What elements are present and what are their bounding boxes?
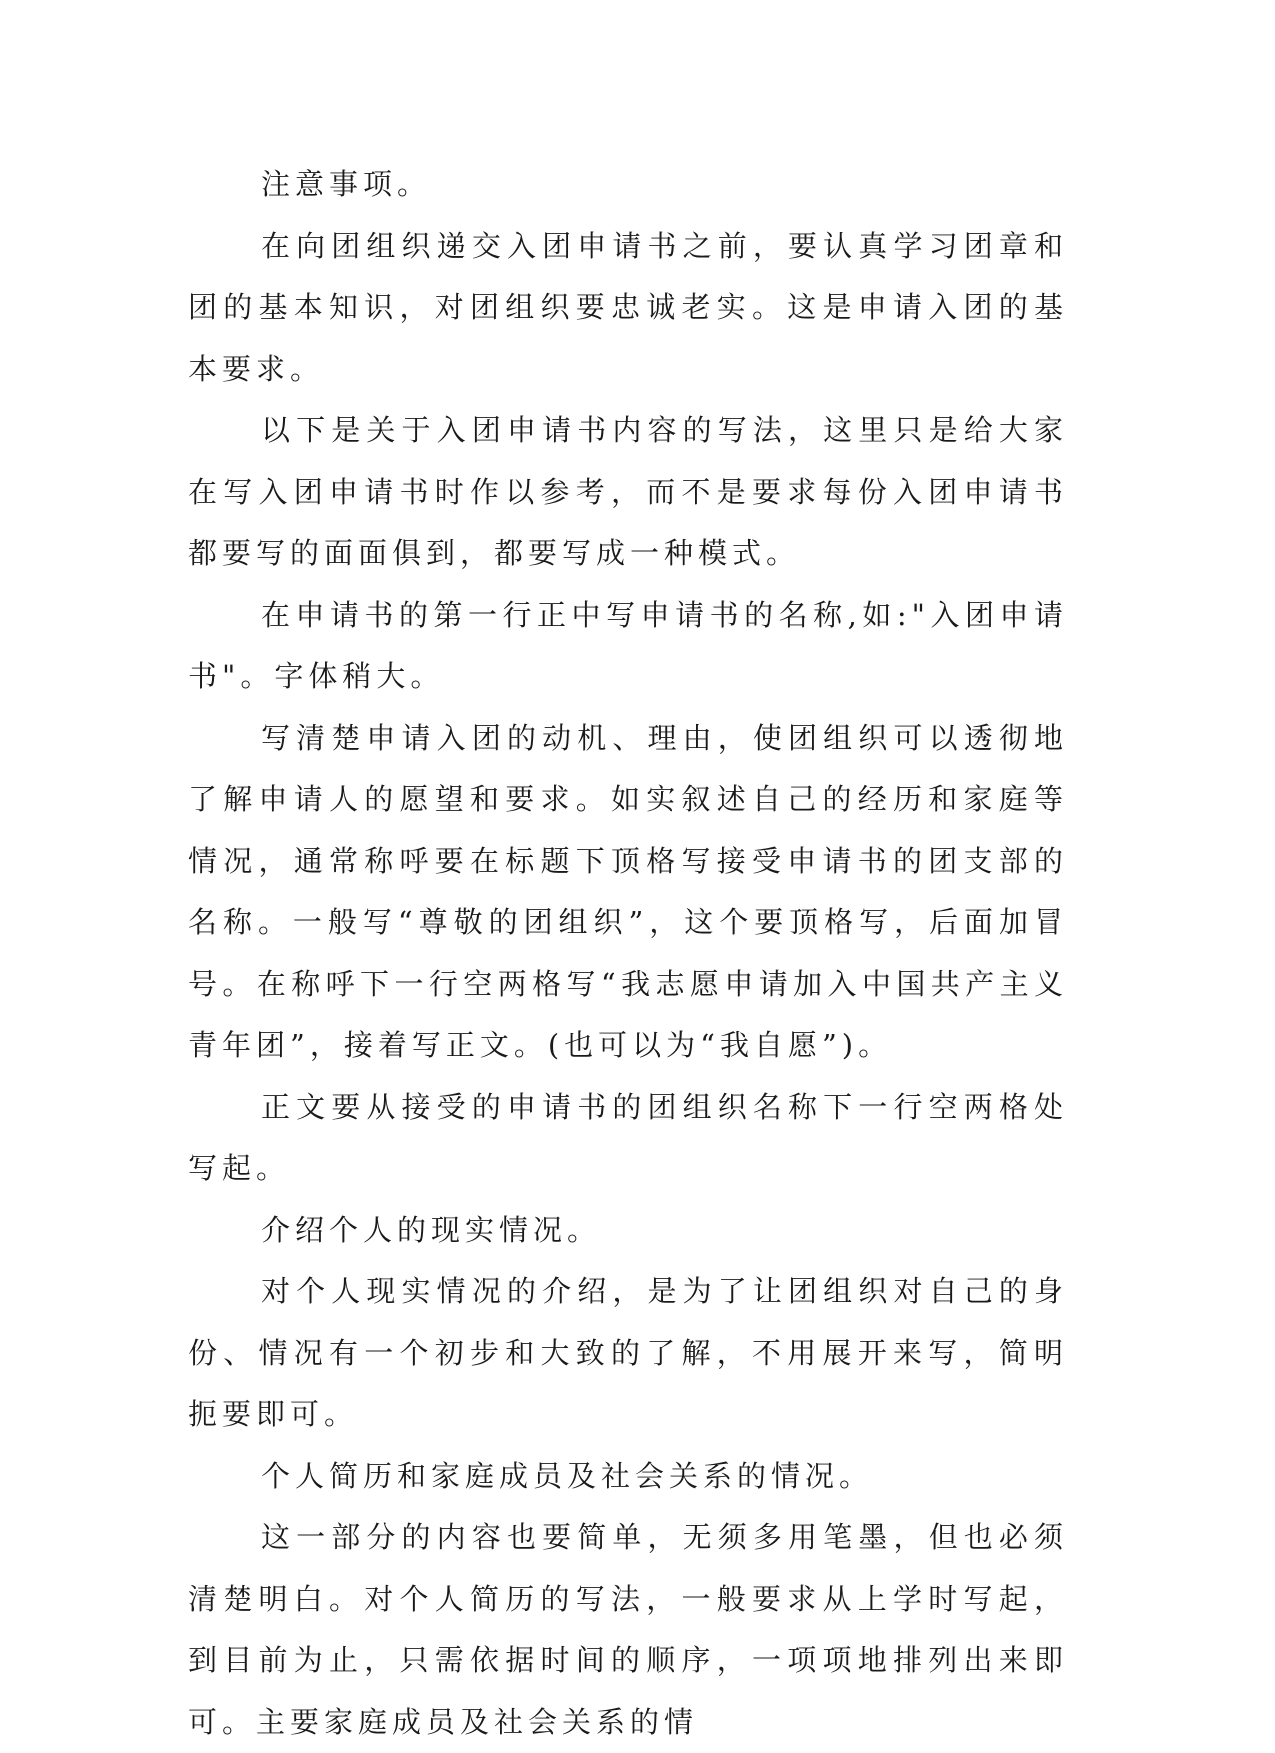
paragraph-writing-guide: 以下是关于入团申请书内容的写法，这里只是给大家在写入团申请书时作以参考，而不是要求每份入团申请书都要写的面面俱到，都要写成一种模式。 xyxy=(188,413,1068,570)
paragraph-personal-situation-heading: 介绍个人的现实情况。 xyxy=(261,1212,602,1247)
paragraph-notes-heading: 注意事项。 xyxy=(261,167,432,201)
paragraph-body-start: 正文要从接受的申请书的团组织名称下一行空两格处写起。 xyxy=(188,1089,1068,1185)
paragraph-personal-situation: 对个人现实情况的介绍，是为了让团组织对自己的身份、情况有一个初步和大致的了解，不用展开来写，简明扼要即可。 xyxy=(188,1274,1068,1431)
paragraph-resume-details: 这一部分的内容也要简单，无须多用笔墨，但也必须清楚明白。对个人简历的写法，一般要求从上学时写起，到目前为止，只需依据时间的顺序，一项项地排列出来即可。主要家庭成员及社会关系的情 xyxy=(188,1520,1068,1739)
paragraph-motivation-and-salutation: 写清楚申请入团的动机、理由，使团组织可以透彻地了解申请人的愿望和要求。如实叙述自己的经历和家庭等情况，通常称呼要在标题下顶格写接受申请书的团支部的名称。一般写“尊敬的团组织”，这个要顶格写，后面加冒号。在称呼下一行空两格写“我志愿申请加入中国共产主义青年团”，接着写正文。(也可以为“我自愿”)。 xyxy=(188,720,1068,1062)
paragraph-before-submitting: 在向团组织递交入团申请书之前，要认真学习团章和团的基本知识，对团组织要忠诚老实。这是申请入团的基本要求。 xyxy=(188,228,1068,386)
paragraph-resume-heading: 个人简历和家庭成员及社会关系的情况。 xyxy=(261,1458,874,1493)
document-body xyxy=(188,154,1068,1753)
paragraph-title-line: 在申请书的第一行正中写申请书的名称,如:"入团申请书"。字体稍大。 xyxy=(188,597,1068,693)
